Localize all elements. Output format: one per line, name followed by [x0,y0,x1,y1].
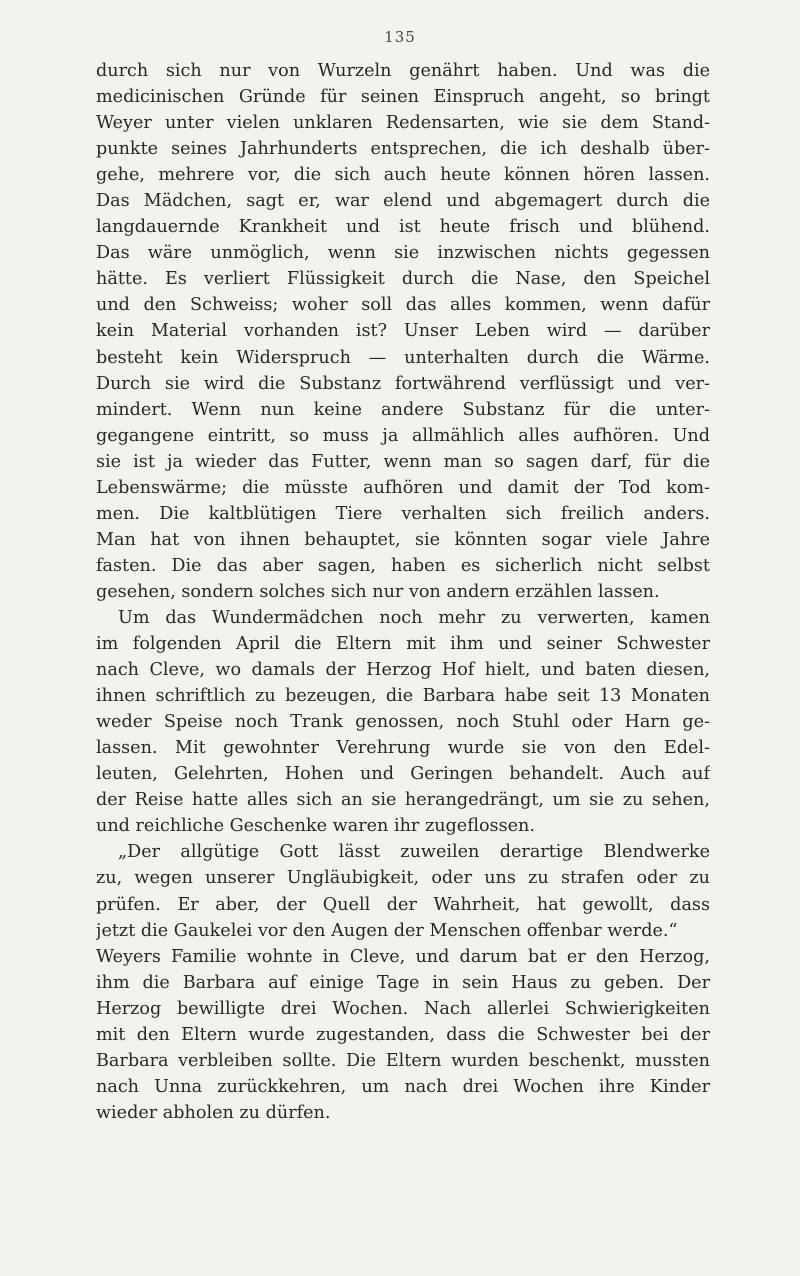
text-line: mit den Eltern wurde zugestanden, dass die Schwester bei der [96,1024,710,1045]
text-line: Weyers Familie wohnte in Cleve, und darum bat er den Herzog, [96,946,710,967]
text-line: lassen. Mit gewohnter Verehrung wurde sie von den Edel- [96,738,710,759]
text-line: Das wäre unmöglich, wenn sie inzwischen nichts gegessen [96,243,710,264]
text-line: nach Cleve, wo damals der Herzog Hof hielt, und baten diesen, [96,660,710,681]
text-line: nach Unna zurückkehren, um nach drei Wochen ihre Kinder [96,1076,710,1097]
text-line: zu, wegen unserer Ungläubigkeit, oder uns zu strafen oder zu [96,868,710,889]
text-line: gesehen, sondern solches sich nur von andern erzählen lassen. [96,581,660,602]
text-line: „Der allgütige Gott lässt zuweilen derartige Blendwerke [118,842,710,863]
text-line: der Reise hatte alles sich an sie herangedrängt, um sie zu sehen, [96,790,710,811]
text-line: Um das Wundermädchen noch mehr zu verwerten, kamen [118,607,710,628]
text-line: Herzog bewilligte drei Wochen. Nach allerlei Schwierigkeiten [96,998,710,1019]
text-line: Weyer unter vielen unklaren Redensarten, wie sie dem Stand- [96,113,710,134]
text-line: gehe, mehrere vor, die sich auch heute können hören lassen. [96,165,710,186]
text-line: durch sich nur von Wurzeln genährt haben. Und was die [96,61,710,81]
text-line: punkte seines Jahrhunderts entsprechen, die ich deshalb über- [96,139,710,160]
text-line: prüfen. Er aber, der Quell der Wahrheit, hat gewollt, dass [96,894,710,915]
text-line: und reichliche Geschenke waren ihr zugeflossen. [96,816,535,837]
text-line: mindert. Wenn nun keine andere Substanz für die unter- [96,399,710,420]
text-line: leuten, Gelehrten, Hohen und Geringen behandelt. Auch auf [96,764,710,785]
text-line: medicinischen Gründe für seinen Einspruch angeht, so bringt [96,87,710,108]
text-line: langdauernde Krankheit und ist heute frisch und blühend. [96,217,710,238]
body-text [96,58,710,1126]
page-number: 135 [384,28,416,46]
text-line: gegangene eintritt, so muss ja allmählich alles aufhören. Und [96,425,710,446]
text-line: hätte. Es verliert Flüssigkeit durch die Nase, den Speichel [96,269,710,290]
text-line: im folgenden April die Eltern mit ihm und seiner Schwester [96,634,710,655]
text-line: fasten. Die das aber sagen, haben es sicherlich nicht selbst [96,555,710,576]
text-line: wieder abholen zu dürfen. [96,1102,331,1123]
text-line: Barbara verbleiben sollte. Die Eltern wurden beschenkt, mussten [96,1050,710,1071]
text-line: ihnen schriftlich zu bezeugen, die Barbara habe seit 13 Monaten [96,686,710,707]
text-line: weder Speise noch Trank genossen, noch Stuhl oder Harn ge- [96,712,710,733]
text-line: men. Die kaltblütigen Tiere verhalten sich freilich anders. [96,503,710,524]
text-line: besteht kein Widerspruch — unterhalten durch die Wärme. [96,347,710,368]
text-line: Durch sie wird die Substanz fortwährend verflüssigt und ver- [96,373,710,394]
text-line: sie ist ja wieder das Futter, wenn man so sagen darf, für die [96,451,710,472]
text-line: ihm die Barbara auf einige Tage in sein Haus zu geben. Der [96,972,710,993]
text-line: Lebenswärme; die müsste aufhören und damit der Tod kom- [96,477,710,498]
text-line: Das Mädchen, sagt er, war elend und abgemagert durch die [96,191,710,212]
text-line: und den Schweiss; woher soll das alles kommen, wenn dafür [96,295,710,316]
text-line: kein Material vorhanden ist? Unser Leben wird — darüber [96,321,710,342]
text-line: jetzt die Gaukelei vor den Augen der Menschen offenbar werde.“ [96,920,678,941]
text-line: Man hat von ihnen behauptet, sie könnten sogar viele Jahre [96,529,710,550]
